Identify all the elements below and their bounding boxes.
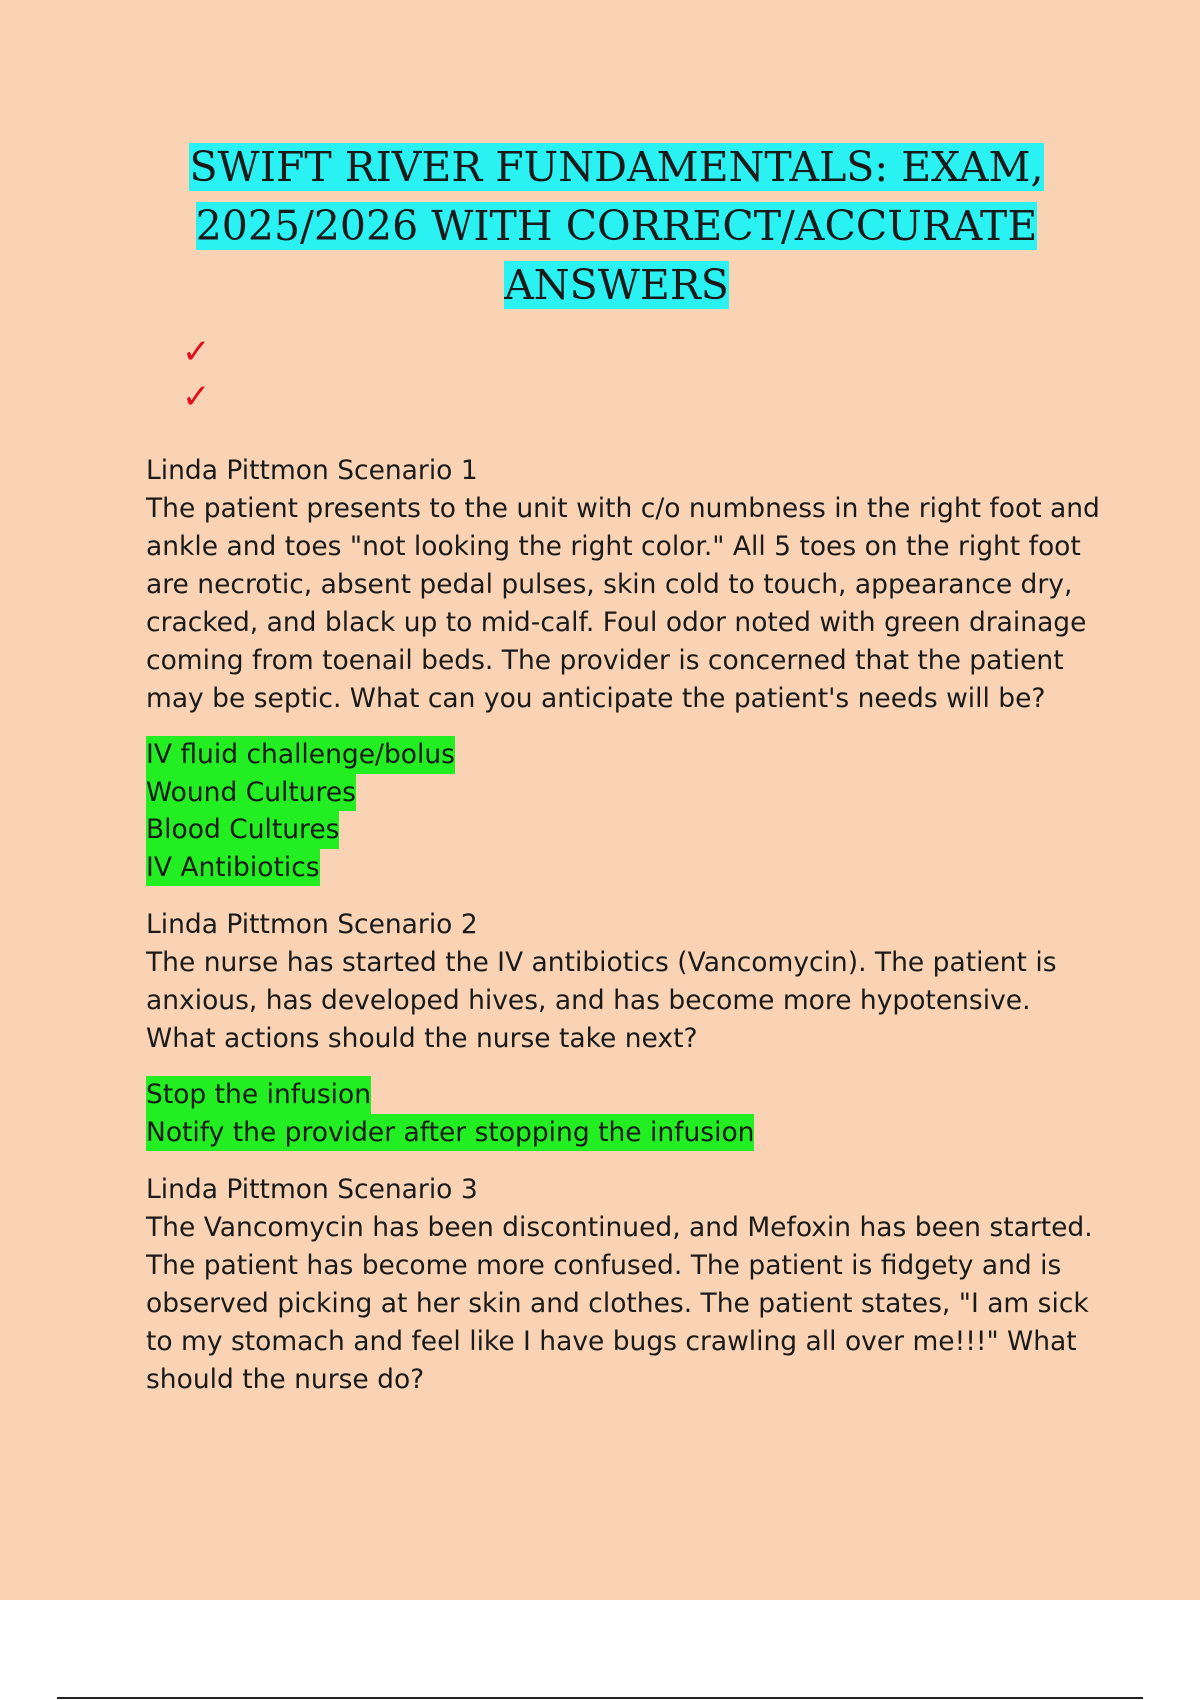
answer-item: Wound Cultures — [146, 774, 356, 812]
answer-item: Blood Cultures — [146, 811, 339, 849]
scenario-heading: Linda Pittmon Scenario 3 — [146, 1174, 478, 1205]
document-title — [120, 138, 1113, 315]
scenario-question: The nurse has started the IV antibiotics (Vancomycin). The patient is anxious, has developed hives, and has become more hypotensive. What actions should the nurse take next? — [146, 947, 1057, 1054]
title-line: 2025/2026 WITH CORRECT/ACCURATE — [195, 202, 1038, 250]
title-line: SWIFT RIVER FUNDAMENTALS: EXAM, — [189, 143, 1044, 191]
scenario-question: The Vancomycin has been discontinued, and Mefoxin has been started. The patient has become more confused. The patient is fidgety and is observed picking at her skin and clothes. The patient states, "I am sick to my stomach and feel like I have bugs crawling all over me!!!" What should the nurse do? — [146, 1212, 1093, 1395]
scenario-2 — [146, 906, 1106, 1058]
answer-item: IV Antibiotics — [146, 849, 320, 887]
title-line: ANSWERS — [504, 261, 729, 309]
checkmark-icon: ✓ — [182, 332, 211, 372]
scenario-1-answers — [146, 736, 1106, 886]
checkmark-list — [182, 330, 211, 420]
checkmark-icon: ✓ — [182, 377, 211, 417]
scenario-3 — [146, 1171, 1106, 1399]
footer-divider — [57, 1697, 1143, 1699]
answer-item: Notify the provider after stopping the infusion — [146, 1114, 754, 1152]
scenario-1 — [146, 452, 1106, 718]
scenario-heading: Linda Pittmon Scenario 2 — [146, 909, 478, 940]
scenario-question: The patient presents to the unit with c/o numbness in the right foot and ankle and toes "not looking the right color." All 5 toes on the right foot are necrotic, absent pedal pulses, skin cold to touch, appearance dry, cracked, and black up to mid-calf. Foul odor noted with green drainage coming from toenail beds. The provider is concerned that the patient may be septic. What can you anticipate the patient's needs will be? — [146, 493, 1100, 714]
scenario-2-answers — [146, 1076, 1106, 1151]
answer-item: IV fluid challenge/bolus — [146, 736, 455, 774]
document-body — [146, 452, 1106, 1399]
answer-item: Stop the infusion — [146, 1076, 371, 1114]
scenario-heading: Linda Pittmon Scenario 1 — [146, 455, 478, 486]
